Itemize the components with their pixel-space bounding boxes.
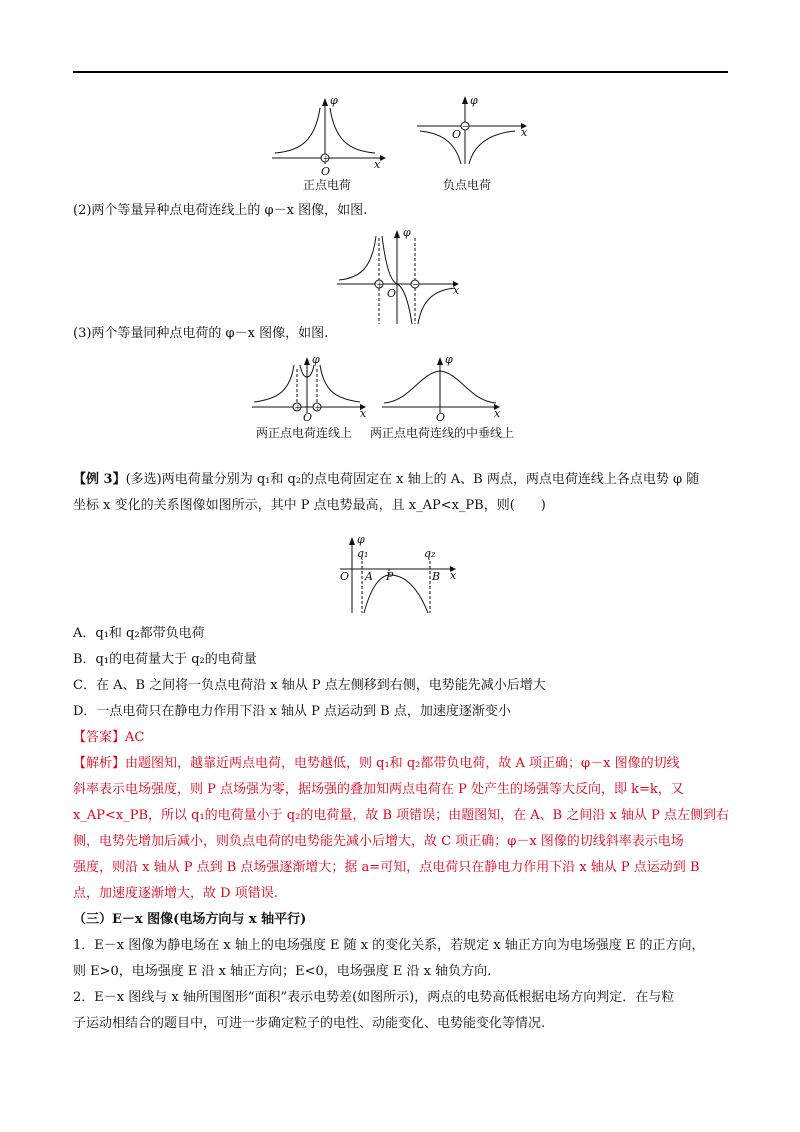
curve-left xyxy=(254,365,294,402)
phi-label: φ xyxy=(403,226,411,239)
phi-arrow-icon xyxy=(462,96,468,104)
plus-sign: + xyxy=(314,403,322,412)
figure-positive-charge xyxy=(270,94,385,178)
origin-label: O xyxy=(436,411,446,424)
answer-line: 【答案】AC xyxy=(73,730,145,745)
phi-label: φ xyxy=(312,353,320,366)
section-e-p2-line-2: 子运动相结合的题目中，可进一步确定粒子的电性、动能变化、电势能变化等情况. xyxy=(73,1016,546,1031)
analysis-text-1: 由题图知，越靠近两点电荷，电势越低，则 q₁和 q₂都带负电荷，故 A 项正确；φ－x 图像的切线 xyxy=(125,756,680,771)
section-e-heading: （三）E－x 图像(电场方向与 x 轴平行) xyxy=(73,912,307,927)
curve-left xyxy=(275,108,320,153)
phi-label: φ xyxy=(470,94,478,107)
phi-label: φ xyxy=(357,533,365,546)
example-title: 【例 3】 xyxy=(73,472,126,487)
section-3-text: (3)两个等量同种点电荷的 φ－x 图像，如图. xyxy=(73,326,329,341)
example-3-graph xyxy=(338,535,463,617)
phi-arrow-icon xyxy=(349,537,355,545)
q2-label: q₂ xyxy=(424,547,436,560)
example-stem-line-2: 坐标 x 变化的关系图像如图所示，其中 P 点电势最高，且 x_AP<x_PB，则( ) xyxy=(73,498,546,513)
analysis-label: 【解析】 xyxy=(73,756,126,771)
curve-right xyxy=(320,365,360,402)
P-label: P xyxy=(386,570,394,583)
section-2-text: (2)两个等量异种点电荷连线上的 φ－x 图像，如图. xyxy=(73,203,368,218)
analysis-line-4: 侧，电势先增加后减小，则负点电荷的电势能先减小后增大，故 C 项正确；φ－x 图像的切线斜率表示电场 xyxy=(73,834,684,849)
origin-label: O xyxy=(303,411,313,424)
figure-perpendicular-bisector xyxy=(380,353,510,424)
q1-label: q₁ xyxy=(357,547,369,560)
phi-arrow-icon xyxy=(304,357,310,365)
plus-sign: + xyxy=(376,280,384,289)
positive-charge-caption: 正点电荷 xyxy=(303,178,352,192)
phi-label: φ xyxy=(445,353,453,366)
same-charges-line-graph xyxy=(250,353,370,424)
x-label: x xyxy=(521,126,528,139)
negative-charge-caption: 负点电荷 xyxy=(443,178,492,192)
section-e-p1-line-1: 1．E－x 图像为静电场在 x 轴上的电场强度 E 随 x 的变化关系，若规定 x 轴正方向为电场强度 E 的正方向， xyxy=(73,938,705,953)
analysis-line-3: x_AP<x_PB，所以 q₁的电荷量小于 q₂的电荷量，故 B 项错误；由题图知，在 A、B 之间沿 x 轴从 P 点左侧到右 xyxy=(73,808,729,823)
example-stem-line-1 xyxy=(73,467,699,493)
analysis-line-5: 强度，则沿 x 轴从 P 点到 B 点场强逐渐增大；据 a=可知，点电荷只在静电力作用下沿 x 轴从 P 点运动到 B xyxy=(73,860,700,875)
curve-left xyxy=(339,236,376,280)
phi-arrow-icon xyxy=(437,357,443,365)
section-e-p2-line-1: 2．E－x 图线与 x 轴所围图形“面积”表示电势差(如图所示)，两点的电势高低根据电场方向判定．在与粒 xyxy=(73,990,675,1005)
option-c: C．在 A、B 之间将一负点电荷沿 x 轴从 P 点左侧移到右侧，电势能先减小后增大 xyxy=(73,678,546,693)
plus-sign: + xyxy=(322,154,330,163)
origin-label: O xyxy=(387,287,397,300)
option-b: B．q₁的电荷量大于 q₂的电荷量 xyxy=(73,652,257,667)
x-label: x xyxy=(374,158,381,171)
analysis-line-6: 点，加速度逐渐增大，故 D 项错误. xyxy=(73,886,278,901)
figure-opposite-charges xyxy=(335,228,465,326)
phi-arrow-icon xyxy=(394,230,400,238)
positive-charge-graph xyxy=(270,94,385,178)
origin-label: O xyxy=(340,570,350,583)
figure-negative-charge xyxy=(415,96,535,166)
curve-right xyxy=(418,288,455,324)
curve-right xyxy=(330,108,375,153)
figure-same-charges-line xyxy=(250,353,370,424)
figure-example-3 xyxy=(338,535,463,617)
phi-curve xyxy=(364,575,428,613)
phi-label: φ xyxy=(330,94,338,107)
phi-arrow-icon xyxy=(322,98,328,106)
origin-label: O xyxy=(321,165,331,178)
analysis-line-2: 斜率表示电场强度，则 P 点场强为零，据场强的叠加知两点电荷在 P 处产生的场强等大反向，即 k=k，又 xyxy=(73,782,684,797)
x-label: x xyxy=(450,569,457,582)
example-stem-1: (多选)两电荷量分别为 q₁和 q₂的点电荷固定在 x 轴上的 A、B 两点，两点电荷连线上各点电势 φ 随 xyxy=(125,472,700,487)
same-charges-line-caption: 两正点电荷连线上 xyxy=(256,426,353,440)
minus-sign: − xyxy=(412,280,419,289)
plus-sign: + xyxy=(294,403,302,412)
header-rule xyxy=(73,71,728,73)
x-label: x xyxy=(453,284,460,297)
section-e-p1-line-2: 则 E>0，电场强度 E 沿 x 轴正方向；E<0，电场强度 E 沿 x 轴负方向. xyxy=(73,964,492,979)
x-label: x xyxy=(360,407,367,420)
A-label: A xyxy=(365,570,373,583)
curve-right xyxy=(469,131,515,164)
option-d: D．一点电荷只在静电力作用下沿 x 轴从 P 点运动到 B 点，加速度逐渐变小 xyxy=(73,704,511,719)
x-label: x xyxy=(494,407,501,420)
B-label: B xyxy=(432,570,441,583)
minus-sign: − xyxy=(462,122,469,131)
origin-label: O xyxy=(452,128,462,141)
opposite-charges-graph xyxy=(335,228,465,326)
perpendicular-bisector-caption: 两正点电荷连线的中垂线上 xyxy=(370,426,515,440)
analysis-line-1 xyxy=(73,751,680,777)
perpendicular-bisector-graph xyxy=(380,353,510,424)
negative-charge-graph xyxy=(415,96,535,166)
option-a: A．q₁和 q₂都带负电荷 xyxy=(73,626,205,641)
x-arrow-icon xyxy=(380,155,386,161)
